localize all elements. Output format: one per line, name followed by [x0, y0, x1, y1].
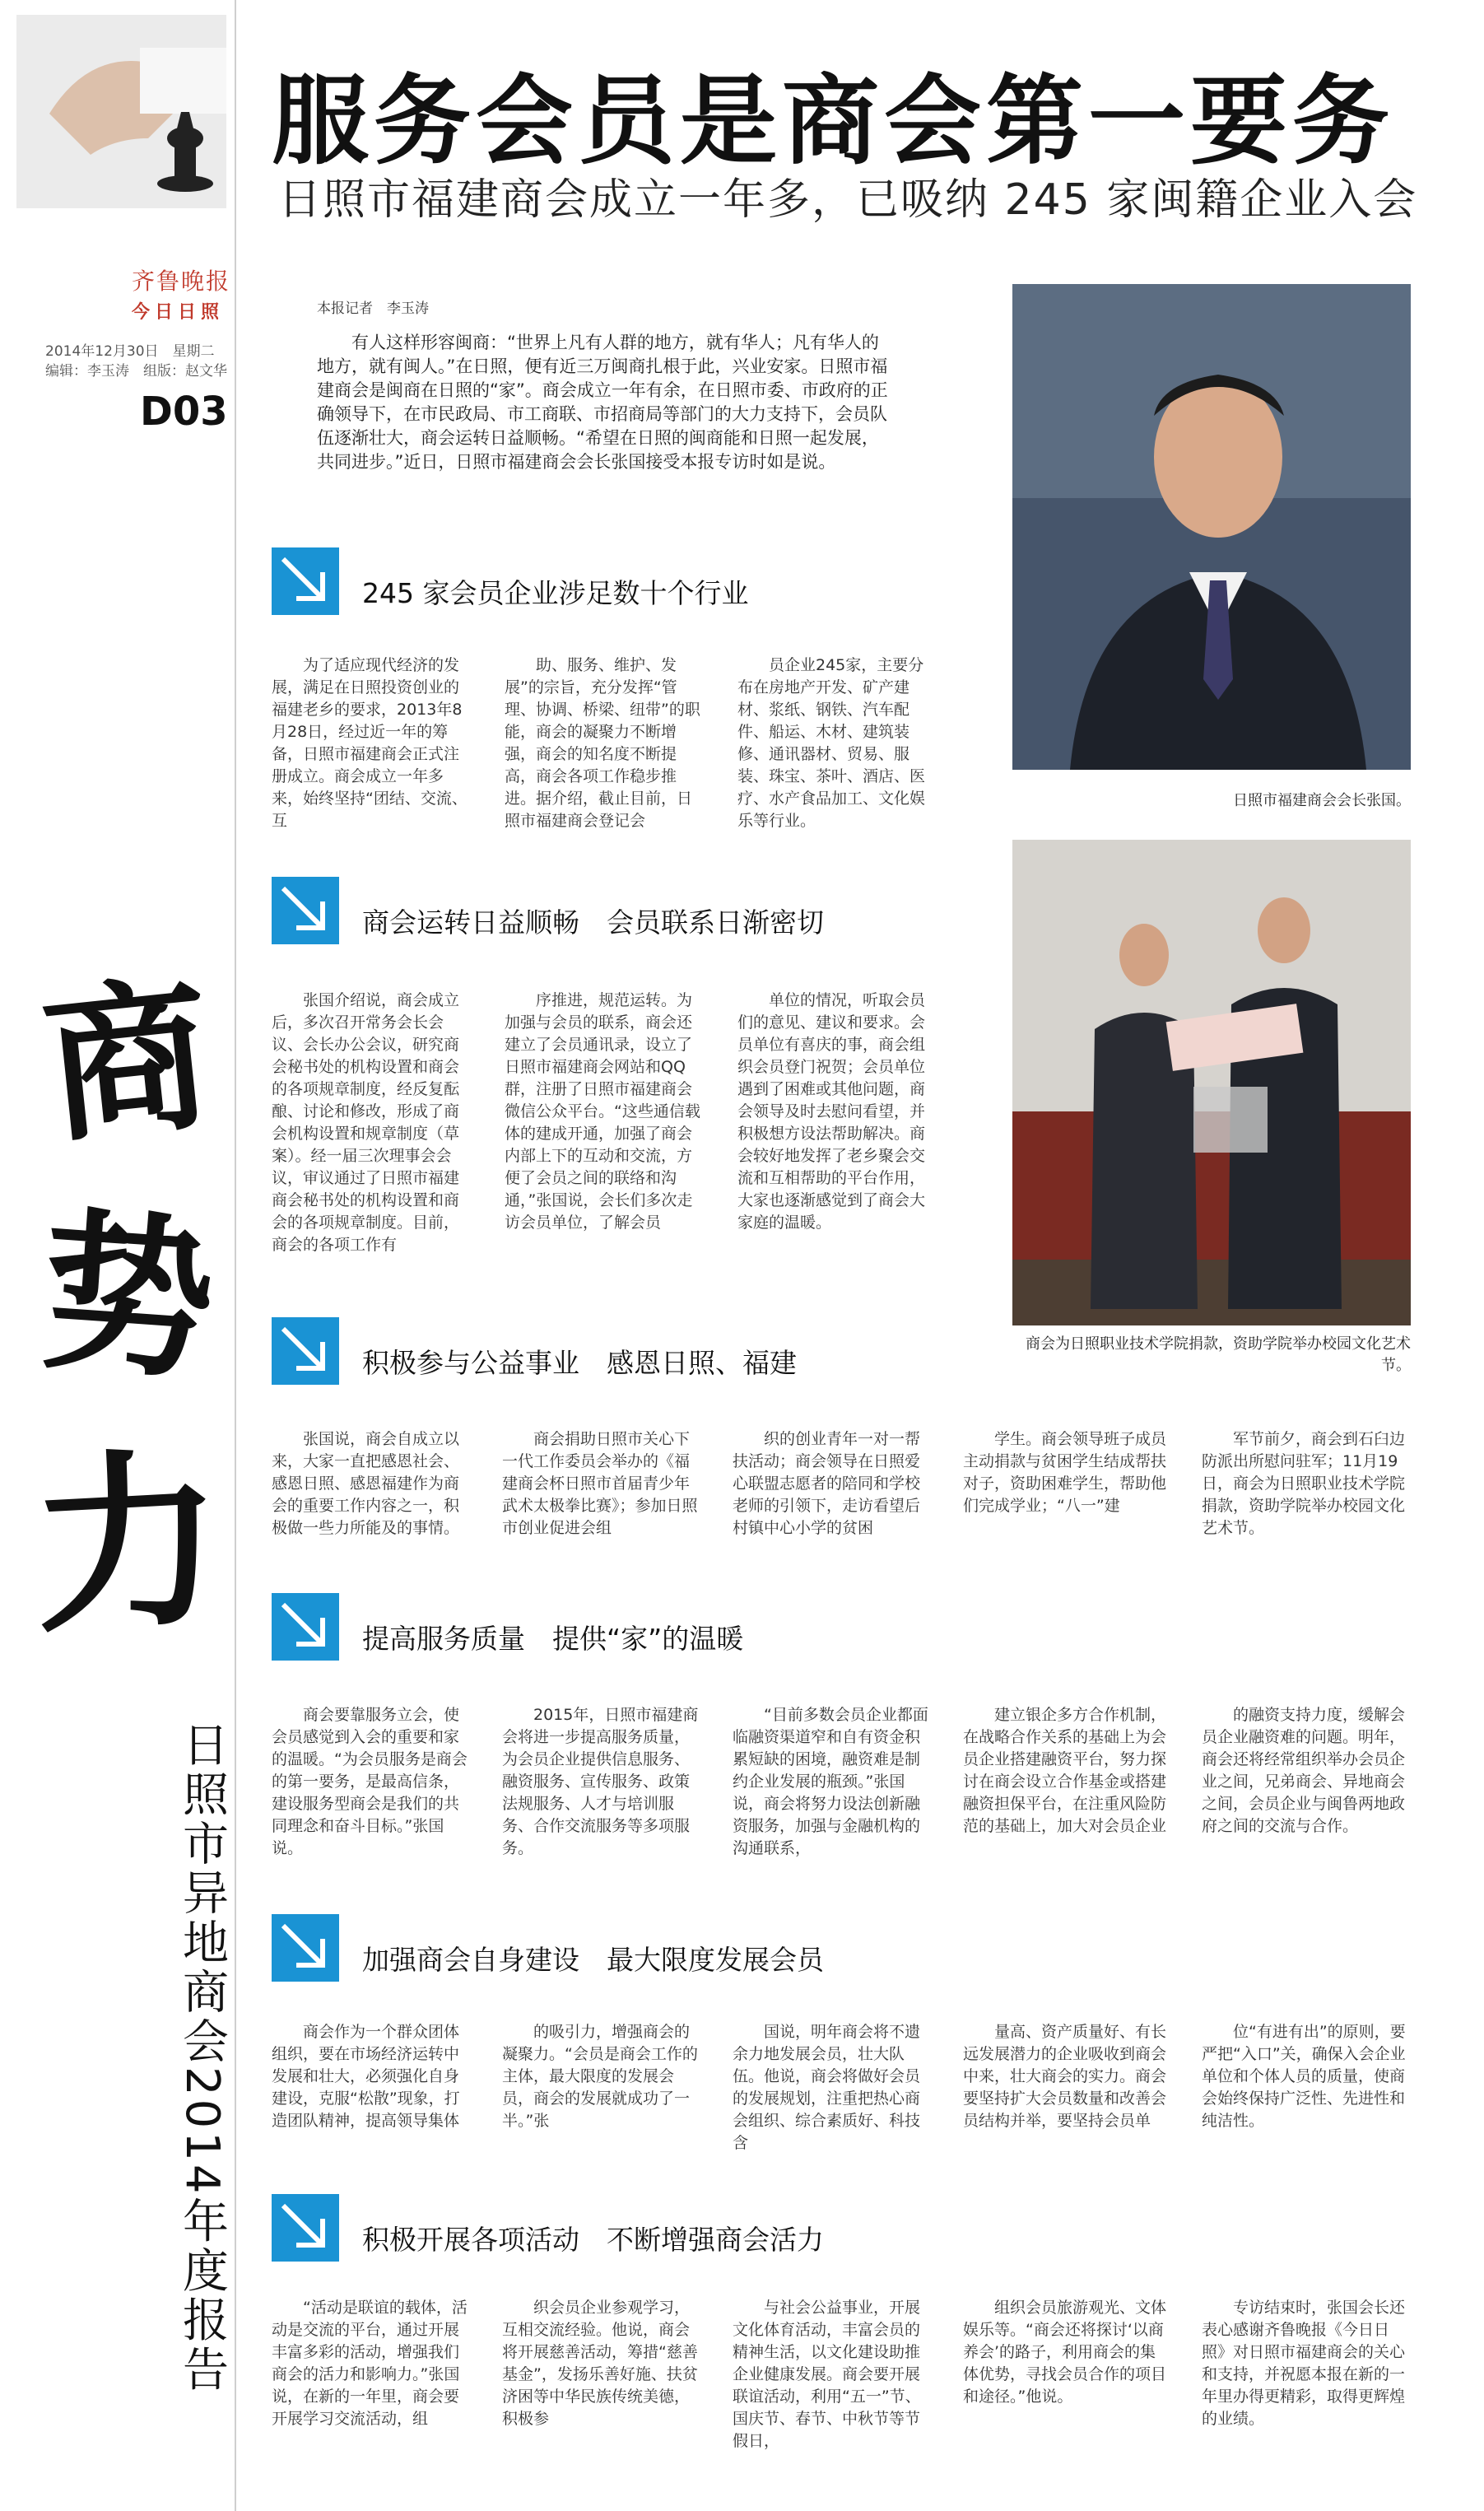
section-1-title: 245 家会员企业涉足数十个行业: [362, 577, 749, 609]
section-4-col-3: “目前多数会员企业都面临融资渠道窄和自有资金积累短缺的困境，融资难是制约企业发展的瓶颈。”张国说，商会将努力设法创新融资服务，加强与金融机构的沟通联系，: [733, 1706, 928, 1857]
vertical-report-title: 日照市异地商会2014年度报告: [175, 1721, 229, 2395]
section-2-title: 商会运转日益顺畅 会员联系日渐密切: [362, 906, 824, 939]
portrait-caption: 日照市福建商会会长张国。: [1233, 792, 1411, 809]
section-3-col-1: 张国说，商会自成立以来，大家一直把感恩社会、感恩日照、感恩福建作为商会的重要工作内容之一，积极做一些力所能及的事情。: [272, 1430, 460, 1537]
section-5-col-2: 的吸引力，增强商会的凝聚力。“会员是商会工作的主体，最大限度的发展会员，商会的发展就成功了一半。”张: [502, 2023, 698, 2130]
section-4-col-5: 的融资支持力度，缓解会员企业融资难的问题。明年，商会还将经常组织举办会员企业之间，兄弟商会、异地商会之间，会员企业与闽鲁两地政府之间的交流与合作。: [1202, 1706, 1406, 1835]
section-4-col-2: 2015年，日照市福建商会将进一步提高服务质量，为会员企业提供信息服务、融资服务、宣传服务、政策法规服务、人才与培训服务、合作交流服务等多项服务。: [502, 1706, 699, 1857]
section-4-col-4: 建立银企多方合作机制，在战略合作关系的基础上为会员企业搭建融资平台，努力探讨在商会设立合作基金或搭建融资担保平台，在注重风险防范的基础上，加大对会员企业: [963, 1706, 1167, 1835]
section-2-col-2: 序推进，规范运转。为加强与会员的联系，商会还建立了会员通讯录，设立了日照市福建商会网站和QQ群，注册了日照市福建商会微信公众平台。“这些通信载体的建成开通，加强了商会内部上下的互动和交流，方便了会员之间的联络和沟通，”张国说，会长们多次走访会员单位，了解会员: [505, 991, 700, 1232]
article-intro: 有人这样形容闽商：“世界上凡有人群的地方，就有华人；凡有华人的地方，就有闽人。”在日照，便有近三万闽商扎根于此，兴业安家。日照市福建商会是闽商在日照的“家”。商会成立一年有余，在日照市委、市政府的正确领导下，在市民政局、市工商联、市招商局等部门的大力支持下，会员队伍逐渐壮大，商会运转日益顺畅。“希望在日照的闽商能和日照一起发展，共同进步。”近日，日照市福建商会会长张国接受本报专访时如是说。: [317, 333, 888, 472]
section-arrow-icon: [272, 547, 339, 615]
newspaper-brand: 齐鲁晚报: [132, 268, 231, 295]
byline: 本报记者 李玉涛: [317, 300, 429, 317]
edition-name: 今日日照: [132, 302, 225, 323]
section-6-col-5: 专访结束时，张国会长还表心感谢齐鲁晚报《今日日照》对日照市福建商会的关心和支持，并祝愿本报在新的一年里办得更精彩，取得更辉煌的业绩。: [1202, 2299, 1406, 2428]
issue-date: 2014年12月30日 星期二: [45, 343, 215, 360]
section-6-col-3: 与社会公益事业，开展文化体育活动，丰富会员的精神生活，以文化建设助推企业健康发展。商会要开展联谊活动，利用“五一”节、国庆节、春节、中秋节等节假日，: [733, 2299, 921, 2450]
section-3-col-4: 学生。商会领导班子成员主动捐款与贫困学生结成帮扶对子，资助困难学生，帮助他们完成学业；“八一”建: [963, 1430, 1167, 1515]
section-4-title: 提高服务质量 提供“家”的温暖: [362, 1623, 744, 1655]
section-arrow-icon: [272, 877, 339, 944]
section-arrow-icon: [272, 1317, 339, 1385]
page-subheadline: 日照市福建商会成立一年多，已吸纳 245 家闽籍企业入会: [278, 175, 1418, 225]
page-headline: 服务会员是商会第一要务: [272, 64, 1395, 178]
editor-credits: 编辑：李玉涛 组版：赵文华: [45, 363, 227, 380]
section-1-col-1: 为了适应现代经济的发展，满足在日照投资创业的福建老乡的要求，2013年8月28日，经过近一年的筹备，日照市福建商会正式注册成立。商会成立一年多来，始终坚持“团结、交流、互: [272, 656, 468, 830]
section-3-col-5: 军节前夕，商会到石臼边防派出所慰问驻军；11月19日，商会为日照职业技术学院捐款，资助学院举办校园文化艺术节。: [1202, 1430, 1406, 1537]
section-1-col-2: 助、服务、维护、发展”的宗旨，充分发挥“管理、协调、桥梁、纽带”的职能，商会的凝聚力不断增强，商会的知名度不断提高，商会各项工作稳步推进。据介绍，截止目前，日照市福建商会登记会: [505, 656, 700, 830]
section-1-col-3: 员企业245家，主要分布在房地产开发、矿产建材、浆纸、钢铁、汽车配件、船运、木材、建筑装修、通讯器材、贸易、服装、珠宝、茶叶、酒店、医疗、水产食品加工、文化娱乐等行业。: [737, 656, 926, 830]
section-5-col-3: 国说，明年商会将不遗余力地发展会员，壮大队伍。他说，商会将做好会员的发展规划，注重把热心商会组织、综合素质好、科技含: [733, 2023, 921, 2152]
donation-caption: 商会为日照职业技术学院捐款，资助学院举办校园文化艺术节。: [1026, 1335, 1411, 1374]
portrait-icon: [1012, 284, 1411, 770]
calligraphy-char-2: 势: [34, 1188, 221, 1405]
section-arrow-icon: [272, 1914, 339, 1982]
calligraphy-char-3: 力: [27, 1428, 228, 1660]
section-6-col-1: “活动是联谊的载体，活动是交流的平台，通过开展丰富多彩的活动，增强我们商会的活力和影响力。”张国说，在新的一年里，商会要开展学习交流活动，组: [272, 2299, 468, 2428]
section-5-title: 加强商会自身建设 最大限度发展会员: [362, 1944, 824, 1976]
section-3-col-2: 商会捐助日照市关心下一代工作委员会举办的《福建商会杯日照市首届青少年武术太极拳比赛》；参加日照市创业促进会组: [502, 1430, 698, 1537]
section-2-col-1: 张国介绍说，商会成立后，多次召开常务会长会议、会长办公会议，研究商会秘书处的机构设置和商会的各项规章制度，经反复酝酿、讨论和修改，形成了商会机构设置和规章制度（草案）。经一届三次理事会会议，审议通过了日照市福建商会秘书处的机构设置和商会的各项规章制度。目前，商会的各项工作有: [272, 991, 460, 1254]
section-5-col-5: 位“有进有出”的原则，要严把“入口”关，确保入会企业单位和个体人员的质量，使商会始终保持广泛性、先进性和纯洁性。: [1202, 2023, 1406, 2130]
donation-scene-icon: [1012, 840, 1411, 1325]
section-5-col-4: 量高、资产质量好、有长远发展潜力的企业吸收到商会中来，壮大商会的实力。商会要坚持扩大会员数量和改善会员结构并举，要坚持会员单: [963, 2023, 1167, 2130]
section-3-title: 积极参与公益事业 感恩日照、福建: [362, 1347, 797, 1379]
chess-hand-photo: [16, 15, 226, 208]
section-6-title: 积极开展各项活动 不断增强商会活力: [362, 2224, 824, 2256]
donation-photo: [1012, 840, 1411, 1325]
rail-divider: [235, 0, 236, 2511]
section-3-col-3: 织的创业青年一对一帮扶活动；商会领导在日照爱心联盟志愿者的陪同和学校老师的引领下，走访看望后村镇中心小学的贫困: [733, 1430, 921, 1537]
section-5-col-1: 商会作为一个群众团体组织，要在市场经济运转中发展和壮大，必须强化自身建设，克服“松散”现象，打造团队精神，提高领导集体: [272, 2023, 460, 2130]
chess-icon: [16, 15, 226, 208]
section-arrow-icon: [272, 2194, 339, 2262]
portrait-photo: [1012, 284, 1411, 770]
section-6-col-4: 组织会员旅游观光、文体娱乐等。“商会还将探讨‘以商养会’的路子，利用商会的集体优势，寻找会员合作的项目和途径。”他说。: [963, 2299, 1167, 2406]
page-number: D03: [140, 389, 228, 435]
calligraphy-char-1: 商: [35, 957, 220, 1167]
section-arrow-icon: [272, 1593, 339, 1661]
section-6-col-2: 织会员企业参观学习，互相交流经验。他说，商会将开展慈善活动，筹措“慈善基金”，发扬乐善好施、扶贫济困等中华民族传统美德，积极参: [502, 2299, 698, 2428]
section-4-col-1: 商会要靠服务立会，使会员感觉到入会的重要和家的温暖。“为会员服务是商会的第一要务，是最高信条，建设服务型商会是我们的共同理念和奋斗目标。”张国说。: [272, 1706, 468, 1857]
section-2-col-3: 单位的情况，听取会员们的意见、建议和要求。会员单位有喜庆的事，商会组织会员登门祝贺；会员单位遇到了困难或其他问题，商会领导及时去慰问看望，并积极想方设法帮助解决。商会较好地发挥了老乡聚会交流和互相帮助的平台作用，大家也逐渐感觉到了商会大家庭的温暖。: [737, 991, 926, 1232]
